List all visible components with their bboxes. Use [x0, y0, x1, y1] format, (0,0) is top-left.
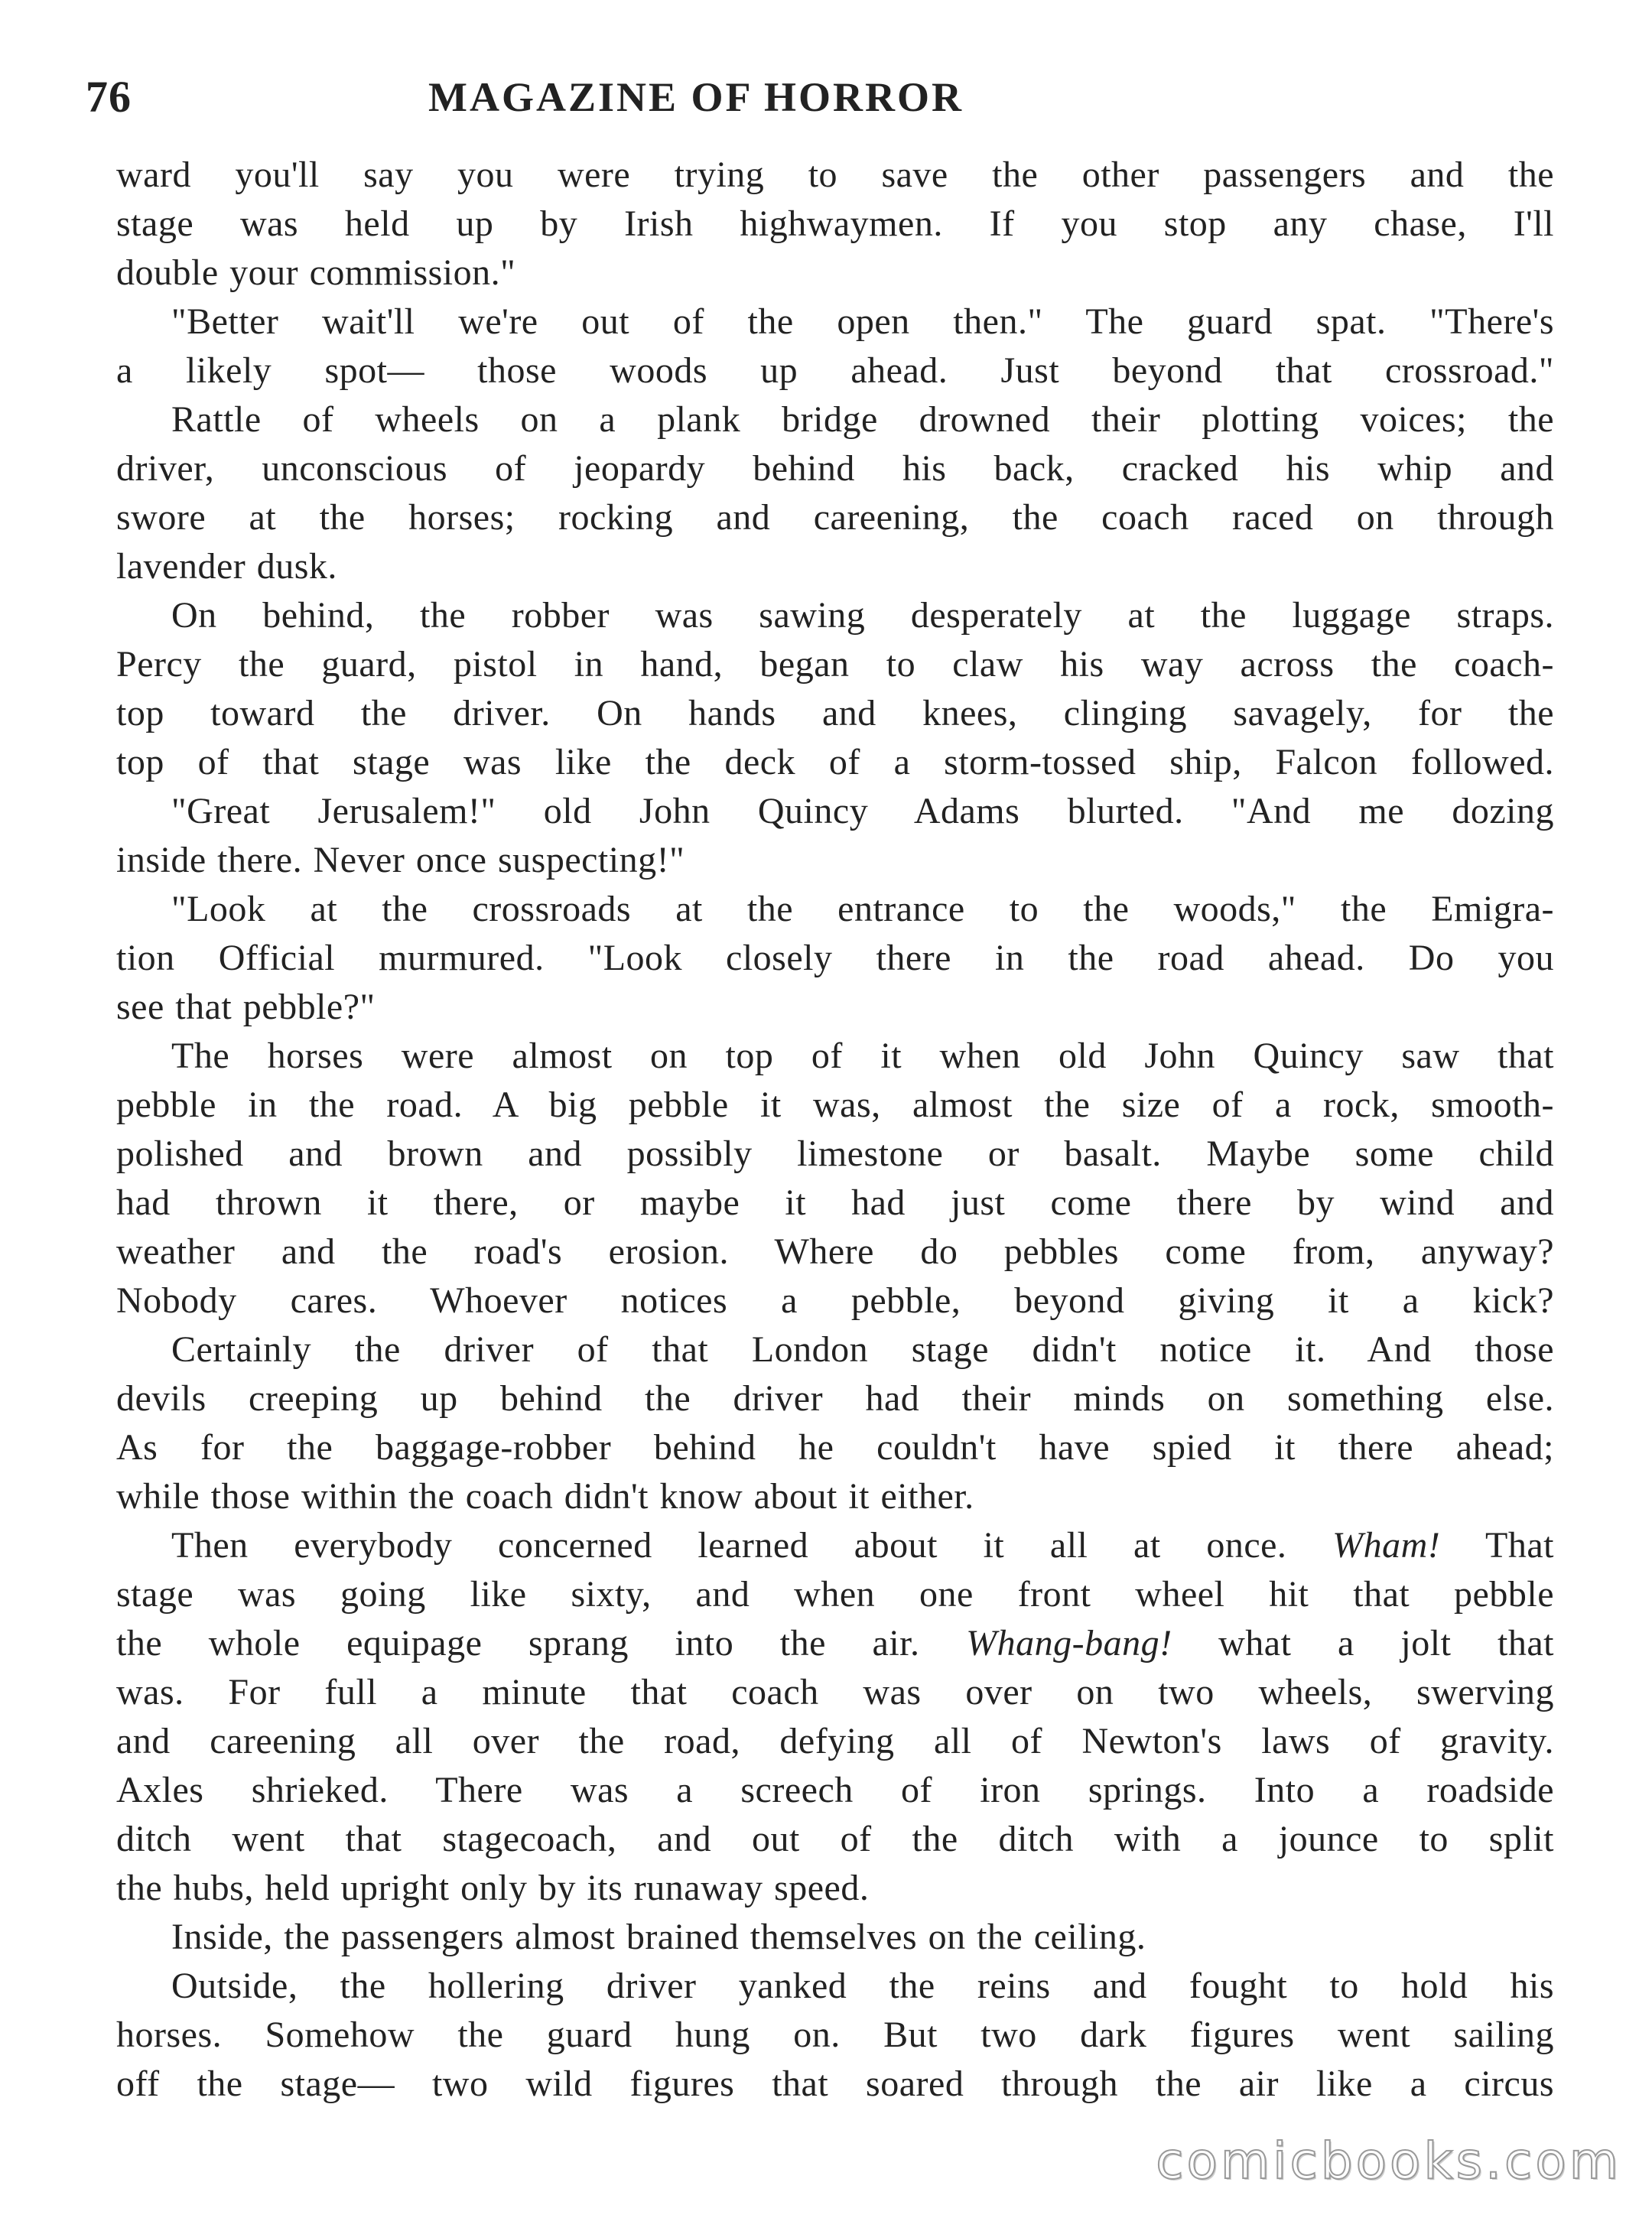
text-line: polished and brown and possibly limestone or basalt. Maybe some child — [116, 1133, 1554, 1174]
text-segment: what a jolt that — [1218, 1623, 1555, 1664]
running-title: MAGAZINE OF HORROR — [428, 74, 964, 120]
text-line: Inside, the passengers almost brained themselves on the ceiling. — [171, 1917, 1146, 1957]
text-line: As for the baggage-robber behind he couldn't have spied it there ahead; — [116, 1427, 1554, 1468]
text-line: Outside, the hollering driver yanked the reins and fought to hold his — [171, 1966, 1554, 2006]
text-line: had thrown it there, or maybe it had just come there by wind and — [116, 1182, 1554, 1223]
text-line: off the stage— two wild figures that soared through the air like a circus — [116, 2064, 1554, 2104]
text-line: ditch went that stagecoach, and out of the ditch with a jounce to split — [116, 1819, 1554, 1859]
text-line: Axles shrieked. There was a screech of iron springs. Into a roadside — [116, 1770, 1554, 1810]
text-line: On behind, the robber was sawing desperately at the luggage straps. — [171, 595, 1554, 636]
text-line: pebble in the road. A big pebble it was, almost the size of a rock, smooth- — [116, 1085, 1554, 1125]
italic-exclamation: Whang-bang! — [966, 1623, 1172, 1664]
text-line: tion Official murmured. "Look closely there in the road ahead. Do you — [116, 938, 1554, 978]
text-line: ward you'll say you were trying to save the other passengers and the — [116, 154, 1554, 195]
text-line: was. For full a minute that coach was over on two wheels, swerving — [116, 1672, 1554, 1712]
text-line — [116, 1619, 1554, 1668]
page-header — [86, 70, 1562, 124]
text-line: top toward the driver. On hands and knees, clinging savagely, for the — [116, 693, 1554, 733]
text-line: the hubs, held upright only by its runaway speed. — [116, 1868, 870, 1908]
text-line: The horses were almost on top of it when old John Quincy saw that — [171, 1036, 1554, 1076]
text-line: and careening all over the road, defying all of Newton's laws of gravity. — [116, 1721, 1554, 1761]
text-line: while those within the coach didn't know about it either. — [116, 1476, 974, 1517]
text-line: driver, unconscious of jeopardy behind his back, cracked his whip and — [116, 448, 1554, 489]
text-line: double your commission." — [116, 252, 516, 293]
text-line: "Better wait'll we're out of the open then." The guard spat. "There's — [171, 301, 1554, 342]
text-line: stage was held up by Irish highwaymen. If you stop any chase, I'll — [116, 203, 1554, 244]
text-line: horses. Somehow the guard hung on. But two dark figures went sailing — [116, 2015, 1554, 2055]
story-text — [116, 151, 1554, 2109]
page-number: 76 — [86, 72, 132, 122]
text-line: "Look at the crossroads at the entrance to the woods," the Emigra- — [171, 889, 1554, 929]
text-line: lavender dusk. — [116, 546, 337, 587]
text-line: weather and the road's erosion. Where do pebbles come from, anyway? — [116, 1231, 1554, 1272]
text-line: Certainly the driver of that London stage didn't notice it. And those — [171, 1329, 1554, 1370]
text-segment: That — [1485, 1525, 1554, 1566]
text-segment: the whole equipage sprang into the air. — [116, 1623, 920, 1664]
text-line: Percy the guard, pistol in hand, began to claw his way across the coach- — [116, 644, 1554, 685]
text-line: Nobody cares. Whoever notices a pebble, beyond giving it a kick? — [116, 1280, 1554, 1321]
text-line: a likely spot— those woods up ahead. Just beyond that crossroad." — [116, 350, 1554, 391]
text-line: stage was going like sixty, and when one front wheel hit that pebble — [116, 1574, 1554, 1615]
text-line: "Great Jerusalem!" old John Quincy Adams blurted. "And me dozing — [171, 791, 1554, 831]
text-line — [116, 1521, 1554, 1570]
text-line: devils creeping up behind the driver had their minds on something else. — [116, 1378, 1554, 1419]
text-line: top of that stage was like the deck of a storm-tossed ship, Falcon followed. — [116, 742, 1554, 782]
watermark-logo: comicbooks.com — [1156, 2132, 1621, 2190]
text-line: inside there. Never once suspecting!" — [116, 840, 685, 880]
italic-exclamation: Wham! — [1332, 1525, 1441, 1566]
text-segment: Then everybody concerned learned about it all at once. — [171, 1525, 1287, 1566]
text-line: swore at the horses; rocking and careening, the coach raced on through — [116, 497, 1554, 538]
text-line: Rattle of wheels on a plank bridge drowned their plotting voices; the — [171, 399, 1554, 440]
text-line: see that pebble?" — [116, 987, 376, 1027]
